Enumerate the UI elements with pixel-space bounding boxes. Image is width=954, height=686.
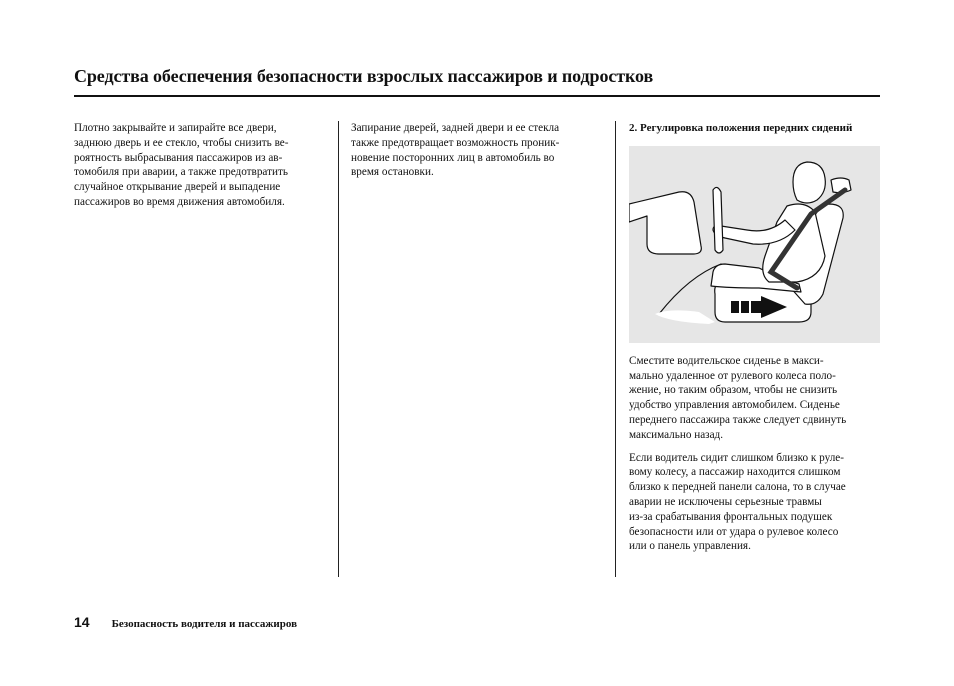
title-divider [74, 95, 880, 97]
floor-line [659, 264, 721, 314]
column-left-paragraph: Плотно закрывайте и запирайте все двери, заднюю дверь и ее стекло, чтобы снизить ве- роятность выбрасывания пассажиров из ав- томобиля при аварии, а также предотвратить случайное открывание дверей и выпадение пассажиров во время движения автомобиля. [74, 122, 289, 208]
dashboard-shape [629, 192, 701, 254]
page-title: Средства обеспечения безопасности взрослых пассажиров и подростков [74, 66, 654, 86]
column-left [74, 121, 324, 218]
footer-section-title: Безопасность водителя и пассажиров [111, 618, 298, 630]
section-heading: 2. Регулировка положения передних сидений [629, 122, 853, 134]
paragraph-2: Если водитель сидит слишком близко к руле- вому колесу, а пассажир находится слишком близко к передней панели салона, то в случае аварии не исключены серьезные травмы из-за срабатывания фронтальных подушек безопасности или от удара о рулевое колесо или о панель управления. [629, 451, 846, 553]
seat-adjustment-illustration [629, 146, 880, 343]
floor-shadow [655, 310, 715, 324]
column-divider-left [338, 121, 339, 577]
page-number: 14 [74, 614, 90, 630]
driver-head [793, 162, 825, 203]
steering-wheel [713, 187, 723, 253]
column-middle [351, 121, 601, 188]
column-right [629, 121, 881, 562]
page-footer [74, 614, 297, 630]
column-middle-paragraph: Запирание дверей, задней двери и ее стекла также предотвращает возможность проник- новение посторонних лиц в автомобиль во время остановки. [351, 122, 560, 179]
section-body [629, 354, 881, 554]
column-divider-right [615, 121, 616, 577]
driver-seat-drawing [629, 146, 880, 343]
paragraph-1: Сместите водительское сиденье в макси- мально удаленное от рулевого колеса поло- жение, но таким образом, чтобы не снизить удобство управления автомобилем. Сиденье переднего пассажира также следует сдвинуть максимально назад. [629, 354, 847, 441]
